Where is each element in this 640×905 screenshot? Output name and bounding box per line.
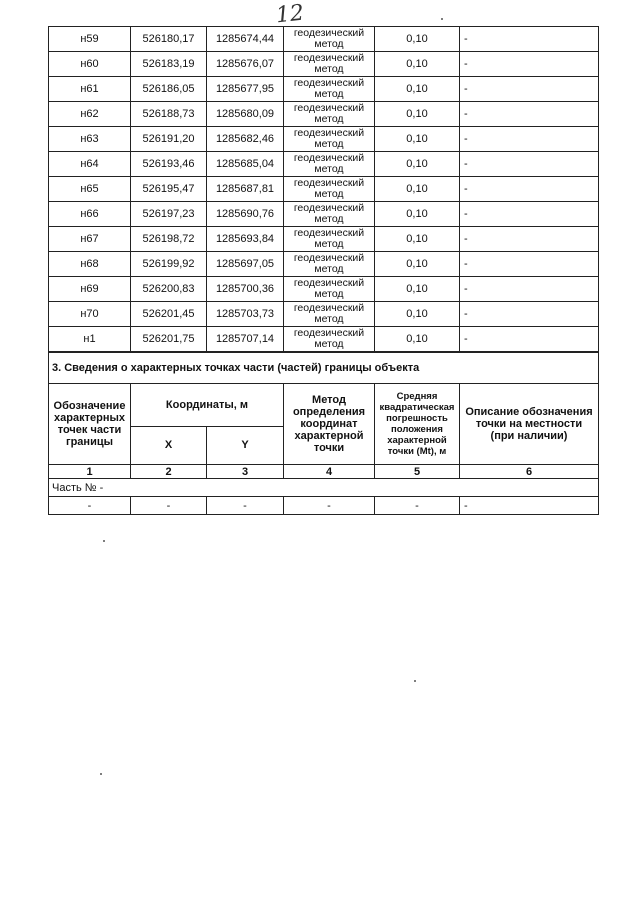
header-y: Y [207, 426, 284, 464]
table-row [49, 152, 599, 177]
empty-cell-5: - [375, 497, 460, 515]
point-method: геодезический метод [284, 127, 375, 152]
table-row [49, 177, 599, 202]
point-y: 1285676,07 [207, 52, 284, 77]
section3-table [48, 352, 599, 515]
header-method: Метод определения координат характерной точки [284, 384, 375, 465]
page-number: 12 [274, 0, 306, 29]
section3-title: 3. Сведения о характерных точках части (частей) границы объекта [49, 353, 599, 384]
point-description: - [460, 177, 599, 202]
point-x: 526199,92 [131, 252, 207, 277]
table-row [49, 27, 599, 52]
point-x: 526186,05 [131, 77, 207, 102]
point-method: геодезический метод [284, 152, 375, 177]
point-x: 526197,23 [131, 202, 207, 227]
point-method: геодезический метод [284, 277, 375, 302]
point-name: н59 [49, 27, 131, 52]
point-x: 526195,47 [131, 177, 207, 202]
point-description: - [460, 302, 599, 327]
point-y: 1285703,73 [207, 302, 284, 327]
point-method: геодезический метод [284, 27, 375, 52]
col-number-6: 6 [460, 465, 599, 479]
table-row [49, 52, 599, 77]
point-accuracy: 0,10 [375, 177, 460, 202]
table-row [49, 227, 599, 252]
point-name: н1 [49, 327, 131, 352]
point-accuracy: 0,10 [375, 302, 460, 327]
part-label: Часть № - [49, 479, 599, 497]
point-name: н61 [49, 77, 131, 102]
point-x: 526200,83 [131, 277, 207, 302]
point-y: 1285677,95 [207, 77, 284, 102]
table-row [49, 252, 599, 277]
point-description: - [460, 52, 599, 77]
table-row [49, 77, 599, 102]
point-accuracy: 0,10 [375, 202, 460, 227]
point-x: 526183,19 [131, 52, 207, 77]
empty-cell-1: - [49, 497, 131, 515]
point-name: н64 [49, 152, 131, 177]
point-method: геодезический метод [284, 302, 375, 327]
point-x: 526193,46 [131, 152, 207, 177]
col-number-4: 4 [284, 465, 375, 479]
header-accuracy: Средняя квадратическая погрешность положения характерной точки (Mt), м [375, 384, 460, 465]
point-x: 526191,20 [131, 127, 207, 152]
header-description: Описание обозначения точки на местности (при наличии) [460, 384, 599, 465]
point-accuracy: 0,10 [375, 277, 460, 302]
point-description: - [460, 252, 599, 277]
header-designation: Обозначение характерных точек части границы [49, 384, 131, 465]
point-method: геодезический метод [284, 102, 375, 127]
point-accuracy: 0,10 [375, 52, 460, 77]
point-method: геодезический метод [284, 202, 375, 227]
coordinates-table [48, 26, 599, 352]
table-row [49, 127, 599, 152]
point-method: геодезический метод [284, 252, 375, 277]
point-name: н66 [49, 202, 131, 227]
point-method: геодезический метод [284, 52, 375, 77]
point-accuracy: 0,10 [375, 27, 460, 52]
point-y: 1285700,36 [207, 277, 284, 302]
empty-cell-3: - [207, 497, 284, 515]
point-description: - [460, 327, 599, 352]
scan-speck [441, 18, 443, 20]
point-y: 1285690,76 [207, 202, 284, 227]
point-method: геодезический метод [284, 177, 375, 202]
point-x: 526198,72 [131, 227, 207, 252]
table-row [49, 302, 599, 327]
point-name: н63 [49, 127, 131, 152]
point-accuracy: 0,10 [375, 102, 460, 127]
point-y: 1285693,84 [207, 227, 284, 252]
point-name: н68 [49, 252, 131, 277]
point-description: - [460, 227, 599, 252]
point-name: н60 [49, 52, 131, 77]
point-method: геодезический метод [284, 327, 375, 352]
table-row [49, 277, 599, 302]
point-description: - [460, 127, 599, 152]
point-name: н70 [49, 302, 131, 327]
point-x: 526201,75 [131, 327, 207, 352]
point-accuracy: 0,10 [375, 227, 460, 252]
empty-cell-2: - [131, 497, 207, 515]
point-accuracy: 0,10 [375, 252, 460, 277]
point-y: 1285682,46 [207, 127, 284, 152]
point-y: 1285687,81 [207, 177, 284, 202]
scan-speck [103, 540, 105, 542]
col-number-1: 1 [49, 465, 131, 479]
col-number-5: 5 [375, 465, 460, 479]
point-description: - [460, 277, 599, 302]
point-y: 1285707,14 [207, 327, 284, 352]
point-method: геодезический метод [284, 77, 375, 102]
point-method: геодезический метод [284, 227, 375, 252]
scan-speck [414, 680, 416, 682]
point-x: 526188,73 [131, 102, 207, 127]
scan-speck [100, 773, 102, 775]
point-name: н62 [49, 102, 131, 127]
header-x: X [131, 426, 207, 464]
point-name: н65 [49, 177, 131, 202]
point-x: 526201,45 [131, 302, 207, 327]
point-accuracy: 0,10 [375, 77, 460, 102]
point-description: - [460, 152, 599, 177]
point-description: - [460, 202, 599, 227]
table-row [49, 102, 599, 127]
table-row [49, 202, 599, 227]
empty-cell-4: - [284, 497, 375, 515]
col-number-2: 2 [131, 465, 207, 479]
header-coordinates: Координаты, м [131, 384, 284, 427]
point-accuracy: 0,10 [375, 327, 460, 352]
point-accuracy: 0,10 [375, 127, 460, 152]
col-number-3: 3 [207, 465, 284, 479]
table-row [49, 327, 599, 352]
point-accuracy: 0,10 [375, 152, 460, 177]
point-description: - [460, 27, 599, 52]
point-x: 526180,17 [131, 27, 207, 52]
point-y: 1285674,44 [207, 27, 284, 52]
point-name: н67 [49, 227, 131, 252]
empty-cell-6: - [460, 497, 599, 515]
point-y: 1285697,05 [207, 252, 284, 277]
point-description: - [460, 102, 599, 127]
point-name: н69 [49, 277, 131, 302]
point-y: 1285680,09 [207, 102, 284, 127]
point-y: 1285685,04 [207, 152, 284, 177]
point-description: - [460, 77, 599, 102]
